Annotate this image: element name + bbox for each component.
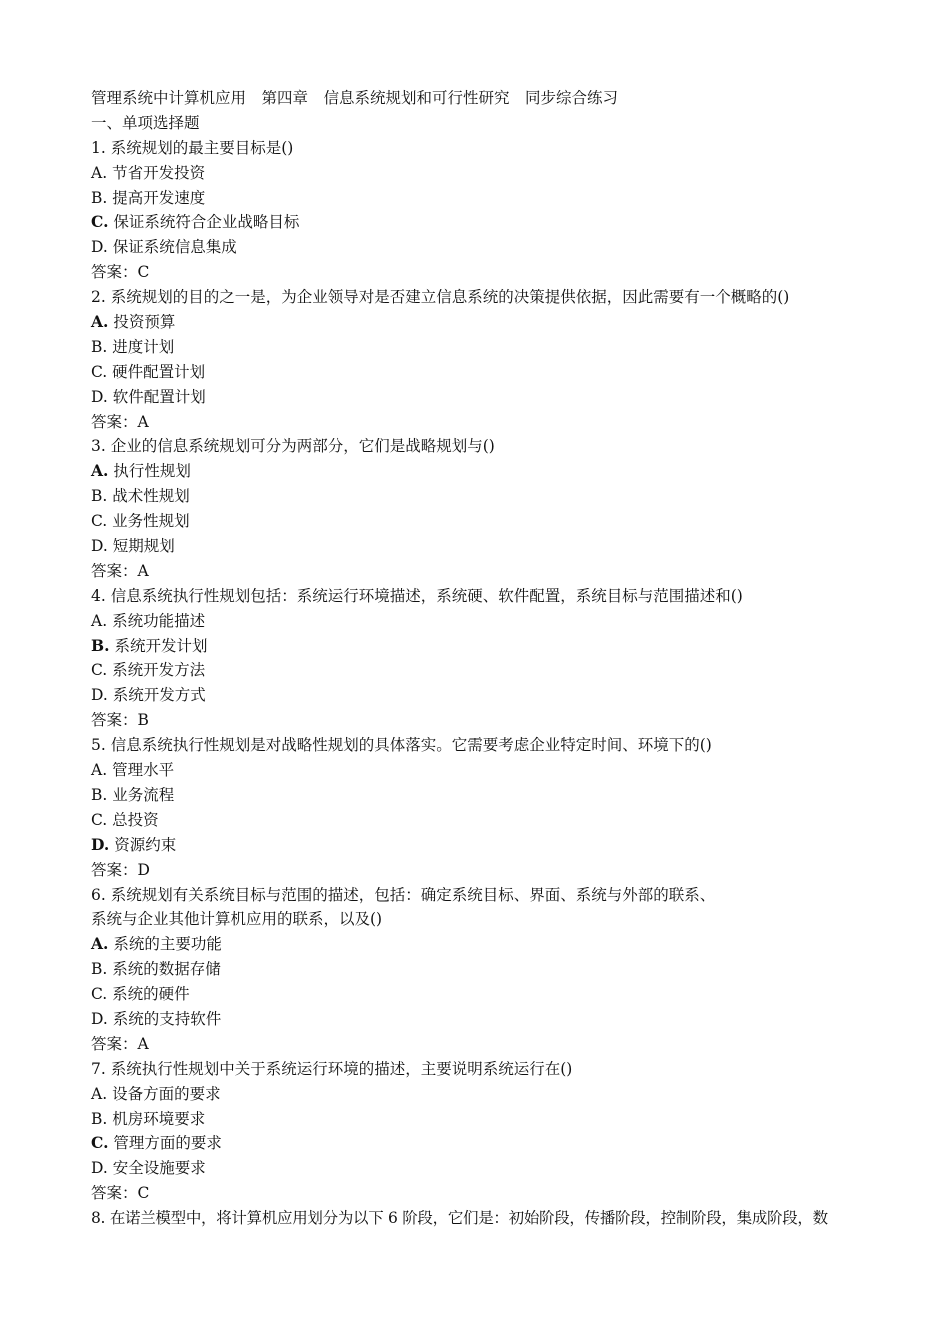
option-letter: D. [91,387,108,406]
question-stem: 系统与企业其他计算机应用的联系，以及() [91,910,383,929]
option-letter: D. [91,1009,108,1028]
option-letter: D. [91,238,108,257]
option-letter: A. [91,611,108,630]
option-line [91,509,921,534]
option-text: 投资预算 [113,313,176,332]
option-letter: C. [91,985,108,1004]
option-text: 总投资 [112,810,159,829]
option-letter: D. [91,1159,108,1178]
option-text: 安全设施要求 [112,1159,206,1178]
option-text: 系统开发方法 [112,661,206,680]
answer-line: 答案：A [91,1034,149,1053]
option-letter: D. [91,686,108,705]
option-text: 系统的支持软件 [112,1009,222,1028]
option-letter: D. [91,834,110,854]
option-letter: C. [91,661,108,680]
answer-line: 答案：C [91,263,150,282]
question-block [91,733,921,882]
option-letter: C. [91,512,108,531]
answer-line: 答案：D [91,860,150,879]
option-line [91,1156,921,1181]
option-text: 管理方面的要求 [113,1134,222,1153]
question-stem-trailing: 8. 在诺兰模型中，将计算机应用划分为以下 6 阶段，它们是：初始阶段，传播阶段，控制阶段，集成阶段，数 [91,1209,828,1228]
question-stem: 1. 系统规划的最主要目标是() [91,138,294,157]
option-text: 硬件配置计划 [112,362,206,381]
option-letter: B. [91,960,108,979]
option-line [91,210,921,235]
question-block [91,136,921,285]
option-line [91,385,921,410]
option-line [91,235,921,260]
option-letter: A. [91,312,109,332]
option-text: 系统开发计划 [114,636,208,655]
question-stem: 2. 系统规划的目的之一是，为企业领导对是否建立信息系统的决策提供依据，因此需要有一个概略的() [91,288,790,307]
option-text: 短期规划 [112,537,175,556]
option-line [91,609,921,634]
option-text: 机房环境要求 [112,1109,206,1128]
option-text: 管理水平 [112,761,175,780]
option-text: 资源约束 [114,835,177,854]
option-text: 软件配置计划 [112,387,206,406]
option-line [91,1007,921,1032]
question-block [91,584,921,733]
option-letter: C. [91,212,109,232]
option-text: 系统功能描述 [112,611,206,630]
option-text: 节省开发投资 [112,163,206,182]
question-block [91,883,921,1057]
answer-line: 答案：A [91,561,149,580]
option-line [91,634,921,659]
question-stem: 6. 系统规划有关系统目标与范围的描述，包括：确定系统目标、界面、系统与外部的联系、 [91,885,716,904]
option-letter: B. [91,785,108,804]
option-line [91,982,921,1007]
option-line [91,1131,921,1156]
option-text: 系统开发方式 [112,686,206,705]
option-line [91,758,921,783]
option-letter: C. [91,1133,109,1153]
option-line [91,1082,921,1107]
option-line [91,1107,921,1132]
question-block [91,1057,921,1206]
option-letter: C. [91,362,108,381]
option-line [91,683,921,708]
question-stem: 3. 企业的信息系统规划可分为两部分，它们是战略规划与() [91,437,495,456]
option-line [91,833,921,858]
option-letter: D. [91,537,108,556]
option-letter: B. [91,1109,108,1128]
option-text: 保证系统信息集成 [112,238,237,257]
option-line [91,808,921,833]
option-text: 进度计划 [112,337,175,356]
option-line [91,161,921,186]
question-stem: 5. 信息系统执行性规划是对战略性规划的具体落实。它需要考虑企业特定时间、环境下的() [91,736,712,755]
question-block [91,285,921,434]
option-text: 执行性规划 [113,462,191,481]
question-list [91,136,921,1206]
question-block [91,434,921,583]
option-letter: B. [91,337,108,356]
document-body [91,86,921,1231]
answer-line: 答案：A [91,412,149,431]
section-heading: 一、单项选择题 [91,113,200,132]
option-letter: A. [91,163,108,182]
option-letter: A. [91,461,109,481]
option-line [91,310,921,335]
option-letter: A. [91,761,108,780]
option-text: 系统的主要功能 [113,935,222,954]
option-text: 设备方面的要求 [112,1084,221,1103]
option-letter: C. [91,810,108,829]
option-text: 业务流程 [112,785,175,804]
option-letter: B. [91,487,108,506]
option-text: 提高开发速度 [112,188,206,207]
option-text: 系统的数据存储 [112,960,221,979]
option-line [91,459,921,484]
option-line [91,534,921,559]
option-line [91,484,921,509]
answer-line: 答案：C [91,1184,150,1203]
question-stem: 4. 信息系统执行性规划包括：系统运行环境描述，系统硬、软件配置，系统目标与范围描述和() [91,586,743,605]
option-text: 战术性规划 [112,487,190,506]
option-line [91,957,921,982]
option-letter: A. [91,1084,108,1103]
option-letter: B. [91,188,108,207]
option-text: 保证系统符合企业战略目标 [113,213,300,232]
option-line [91,932,921,957]
answer-line: 答案：B [91,711,149,730]
option-letter: B. [91,635,110,655]
option-line [91,658,921,683]
option-text: 系统的硬件 [112,985,190,1004]
option-letter: A. [91,934,109,954]
option-line [91,186,921,211]
option-text: 业务性规划 [112,512,190,531]
option-line [91,335,921,360]
document-title: 管理系统中计算机应用 第四章 信息系统规划和可行性研究 同步综合练习 [91,89,619,107]
question-stem: 7. 系统执行性规划中关于系统运行环境的描述，主要说明系统运行在() [91,1059,573,1078]
option-line [91,360,921,385]
option-line [91,783,921,808]
